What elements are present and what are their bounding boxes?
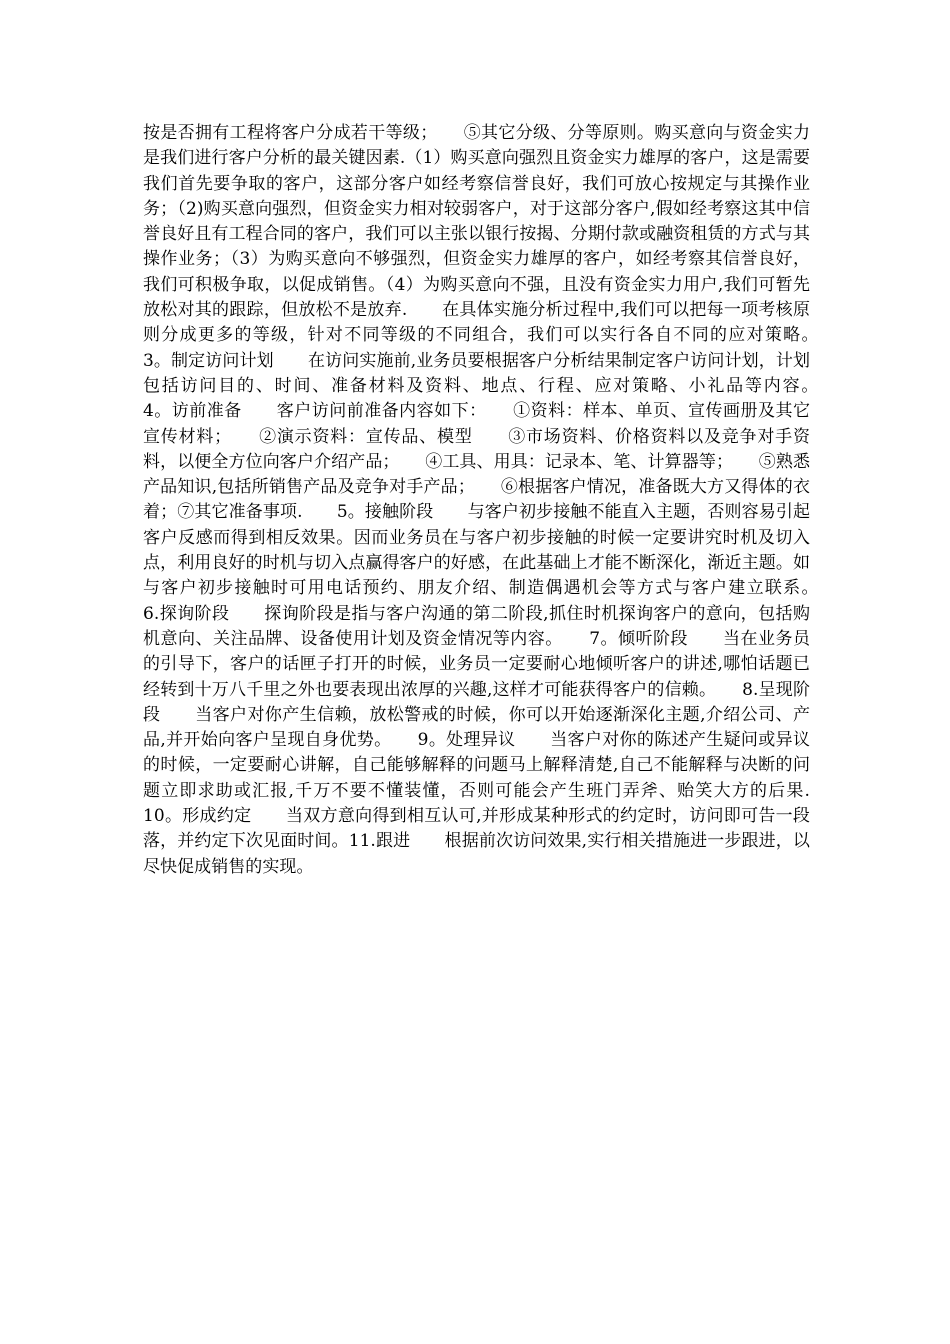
body-paragraph: 按是否拥有工程将客户分成若干等级； ⑤其它分级、分等原则。购买意向与资金实力是我们进行客户分析的最关键因素.（1）购买意向强烈且资金实力雄厚的客户，这是需要我们首先要争取的客户，这部分客户如经考察信誉良好，我们可放心按规定与其操作业务；（2)购买意向强烈，但资金实力相对较弱客户，对于这部分客户,假如经考察这其中信誉良好且有工程合同的客户，我们可以主张以银行按揭、分期付款或融资租赁的方式与其操作业务；（3）为购买意向不够强烈，但资金实力雄厚的客户，如经考察其信誉良好，我们可积极争取，以促成销售。（4）为购买意向不强，且没有资金实力用户,我们可暂先放松对其的跟踪，但放松不是放弃. 在具体实施分析过程中,我们可以把每一项考核原则分成更多的等级，针对不同等级的不同组合，我们可以实行各自不同的应对策略。 3。制定访问计划 在访问实施前,业务员要根据客户分析结果制定客户访问计划，计划包括访问目的、时间、准备材料及资料、地点、行程、应对策略、小礼品等内容。 4。访前准备 客户访问前准备内容如下： ①资料：样本、单页、宣传画册及其它宣传材料； ②演示资料：宣传品、模型 ③市场资料、价格资料以及竞争对手资料，以便全方位向客户介绍产品； ④工具、用具：记录本、笔、计算器等； ⑤熟悉产品知识,包括所销售产品及竞争对手产品； ⑥根据客户情况，准备既大方又得体的衣着；⑦其它准备事项. 5。接触阶段 与客户初步接触不能直入主题，否则容易引起客户反感而得到相反效果。因而业务员在与客户初步接触的时候一定要讲究时机及切入点，利用良好的时机与切入点赢得客户的好感，在此基础上才能不断深化，渐近主题。如与客户初步接触时可用电话预约、朋友介绍、制造偶遇机会等方式与客户建立联系。 6.探询阶段 探询阶段是指与客户沟通的第二阶段,抓住时机探询客户的意向，包括购机意向、关注品牌、设备使用计划及资金情况等内容。 7。倾听阶段 当在业务员的引导下，客户的话匣子打开的时候，业务员一定要耐心地倾听客户的讲述,哪怕话题已经转到十万八千里之外也要表现出浓厚的兴趣,这样才可能获得客户的信赖。 8.呈现阶段 当客户对你产生信赖，放松警戒的时候，你可以开始逐渐深化主题,介绍公司、产品,并开始向客户呈现自身优势。 9。处理异议 当客户对你的陈述产生疑问或异议的时候，一定要耐心讲解，自己能够解释的问题马上解释清楚,自己不能解释与决断的问题立即求助或汇报,千万不要不懂装懂，否则可能会产生班门弄斧、贻笑大方的后果. 10。形成约定 当双方意向得到相互认可,并形成某种形式的约定时，访问即可告一段落，并约定下次见面时间。11.跟进 根据前次访问效果,实行相关措施进一步跟进，以尽快促成销售的实现。 [143,123,845,877]
